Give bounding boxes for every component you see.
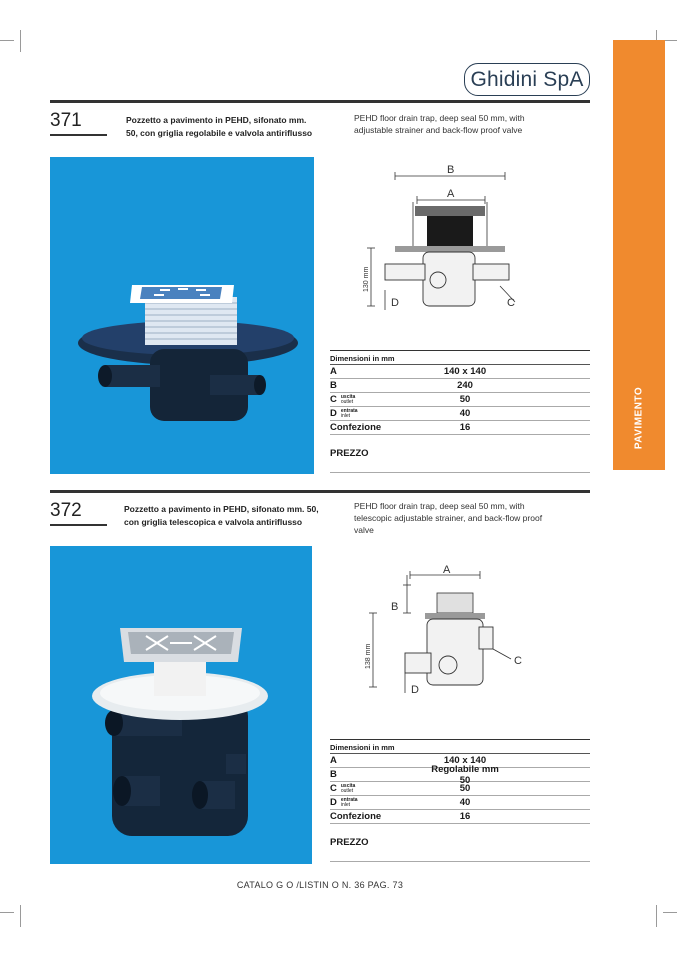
dimension-row: D entrata inlet 40 [330,796,590,810]
crop-mark [663,40,677,41]
page-footer: CATALO G O /LISTIN O N. 36 PAG. 73 [236,880,404,890]
dimension-row: A 140 x 140 [330,365,590,379]
header-rule [50,100,590,103]
drawing-label-a: A [447,188,455,200]
product-photo [50,157,314,474]
crop-mark [656,905,657,927]
dimensions-header: Dimensioni in mm [330,739,590,754]
drawing-label-c: C [514,655,522,667]
drawing-label-c: C [507,297,515,309]
section-tab-label: PAVIMENTO [633,386,645,450]
dimension-row: C uscita outlet 50 [330,782,590,796]
drawing-label-b: B [447,164,455,176]
drawing-label-b: B [391,601,399,613]
product-description-en: PEHD floor drain trap, deep seal 50 mm, with telescopic adjustable strainer, and back-flow proof valve [354,501,543,535]
price-rule [330,861,590,862]
product-description-it: Pozzetto a pavimento in PEHD, sifonato mm. 50, con griglia regolabile e valvola antiriflusso [126,115,313,138]
crop-mark [0,912,14,913]
drawing-height-label: 138 mm [365,643,372,669]
price-label: PREZZO [330,448,369,459]
product-code-underline [50,134,107,136]
product-code: 372 [50,500,82,521]
dimensions-table [330,739,590,824]
technical-drawing [355,160,555,315]
product-description-it: Pozzetto a pavimento in PEHD, sifonato mm. 50, con griglia telescopica e valvola antiriflusso [124,504,319,527]
product-photo [50,546,312,864]
drawing-label-d: D [391,297,399,309]
section-rule [50,490,590,493]
product-code: 371 [50,110,82,131]
drawing-label-d: D [411,684,419,696]
dimension-row: B Regolabile mm 50 [330,768,590,782]
brand-logo: Ghidini SpA [464,63,590,96]
product-code-underline [50,524,107,526]
crop-mark [663,912,677,913]
dimension-row: B 240 [330,379,590,393]
drain-trap-image [50,157,314,474]
dimension-row: A 140 x 140 [330,754,590,768]
drain-trap-image [50,546,312,864]
dimension-row: C uscita outlet 50 [330,393,590,407]
price-rule [330,472,590,473]
dimension-row: D entrata inlet 40 [330,407,590,421]
drawing-label-a: A [443,564,451,576]
crop-mark [20,905,21,927]
drawing-height-label: 130 mm [363,266,370,292]
crop-mark [0,40,14,41]
price-label: PREZZO [330,837,369,848]
crop-mark [20,30,21,52]
technical-drawing [355,563,545,713]
dimension-row: Confezione 16 [330,810,590,824]
product-description-en: PEHD floor drain trap, deep seal 50 mm, with adjustable strainer and back-flow proof valve [354,113,525,135]
dimension-row: Confezione 16 [330,421,590,435]
dimensions-header: Dimensioni in mm [330,350,590,365]
dimensions-table [330,350,590,435]
